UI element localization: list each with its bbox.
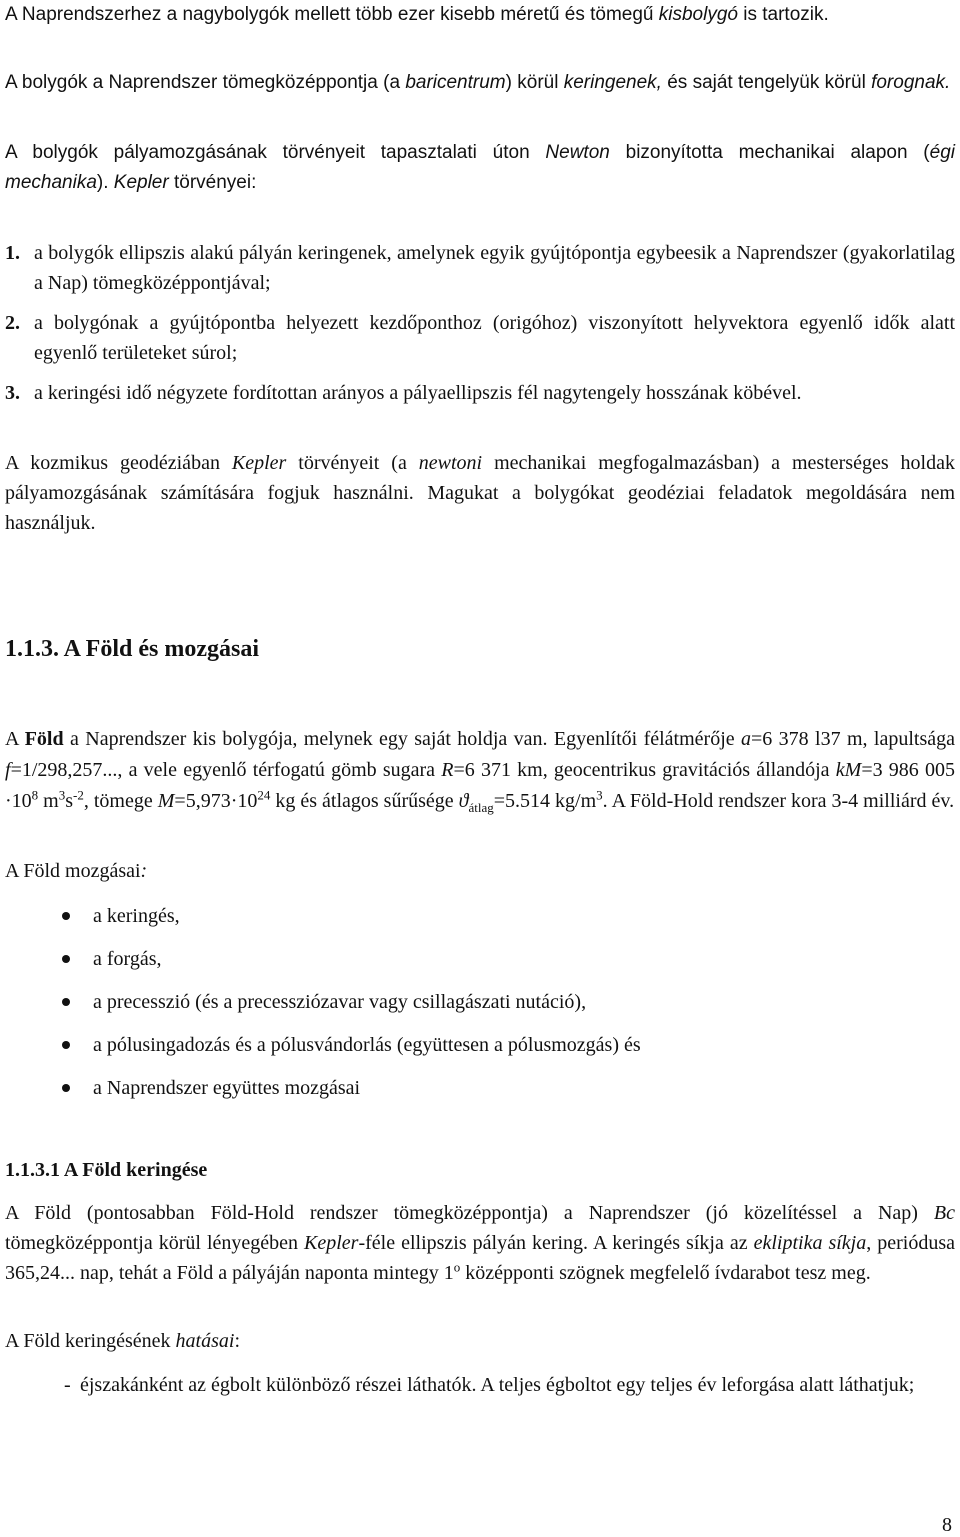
text: is tartozik. (737, 4, 829, 25)
text: A Föld keringésének (5, 1330, 176, 1352)
emph: newtoni (418, 452, 483, 474)
text: s (65, 790, 74, 812)
text: A Föld mozgásai (5, 860, 141, 882)
text: m (38, 790, 59, 812)
paragraph-cosmic-geodesy (5, 448, 955, 538)
text: =3 986 005 ·10 (5, 759, 955, 812)
emph: kisbolygó (658, 4, 738, 25)
emph: keringenek, (563, 72, 662, 93)
variable: k (835, 759, 845, 781)
exponent: 3 (58, 787, 66, 803)
list-item: a Naprendszer együttes mozgásai (93, 1077, 361, 1099)
text: A kozmikus geodéziában (5, 452, 232, 474)
list-item: a pólusingadozás és a pólusvándorlás (együttesen a pólusmozgás) és (93, 1034, 641, 1056)
text: , periódusa 365,24... nap, tehát a Föld a pályáján naponta mintegy 1 (5, 1232, 955, 1284)
bold-term: Föld (24, 728, 64, 750)
list-item: a forgás, (93, 948, 162, 970)
emph: Kepler (113, 172, 169, 193)
text: bizonyította mechanikai alapon ( (609, 142, 930, 163)
text: kg és átlagos sűrűsége (270, 790, 459, 812)
exponent: -2 (73, 787, 84, 803)
law-number-1: 1. (5, 242, 20, 264)
variable: M (844, 759, 862, 781)
text: -féle ellipszis pályán kering. A keringés síkja az (358, 1232, 754, 1254)
text: , tömege (83, 790, 158, 812)
bullet-icon (62, 998, 70, 1006)
emph: ekliptika síkja (753, 1232, 867, 1254)
text: ) körül (505, 72, 564, 93)
dash-marker: - (64, 1374, 71, 1396)
text: ). (96, 172, 114, 193)
paragraph-minor-planets (5, 0, 955, 30)
text: a Naprendszer kis bolygója, melynek egy saját holdja van. Egyenlítői félátmérője (63, 728, 742, 750)
exponent: 3 (596, 787, 603, 803)
exponent: 24 (257, 787, 271, 803)
law-text-1: a bolygók ellipszis alakú pályán keringenek, amelynek egyik gyújtópontja egybeesik a Naprendszer (gyakorlatilag a Nap) tömegközéppontjával; (34, 242, 955, 294)
paragraph-earth-parameters (5, 724, 955, 817)
emph: hatásai (175, 1330, 235, 1352)
variable: R (441, 759, 454, 781)
text: A Föld (pontosabban Föld-Hold rendszer tömegközéppontja) a Naprendszer (jó közelítéssel a Nap) (5, 1202, 934, 1224)
degree-mark: o (453, 1259, 461, 1275)
subscript: átlag (468, 800, 494, 815)
section-heading: 1.1.3. A Föld és mozgásai (5, 636, 260, 662)
text: törvényei: (168, 172, 257, 193)
emph: Kepler (231, 452, 287, 474)
text: =6 378 l37 m, lapultsága (751, 728, 955, 750)
emph: Kepler (304, 1232, 359, 1254)
law-number-3: 3. (5, 382, 20, 404)
effect-item-text: éjszakánként az égbolt különböző részei láthatók. A teljes égboltot egy teljes év leforgása alatt láthatjuk; (80, 1374, 915, 1396)
page-number: 8 (942, 1514, 952, 1536)
effects-intro (5, 1326, 955, 1356)
variable: f (5, 759, 11, 781)
text: =5,973·10 (174, 790, 258, 812)
text: törvényeit (a (286, 452, 419, 474)
emph: : (140, 860, 148, 882)
exponent: 8 (31, 787, 39, 803)
text: A Naprendszerhez a nagybolygók mellett több ezer kisebb méretű és tömegű (5, 4, 659, 25)
text: . A Föld-Hold rendszer kora 3-4 milliárd év. (602, 790, 955, 812)
text: középponti szögnek megfelelő ívdarabot tesz meg. (460, 1262, 871, 1284)
text: : (234, 1330, 240, 1352)
variable: M (157, 790, 175, 812)
emph: Newton (545, 142, 610, 163)
text: =5.514 kg/m (493, 790, 597, 812)
law-text-2: a bolygónak a gyújtópontba helyezett kezdőponthoz (origóhoz) viszonyított helyvektora egyenlő idők alatt egyenlő területeket súrol; (34, 312, 955, 364)
bullet-icon (62, 955, 70, 963)
text: mechanikai megfogalmazásban) a mesterséges holdak pályamozgásának számítására fogjuk használni. Magukat a bolygókat geodéziai feladatok megoldására nem használjuk. (5, 452, 955, 534)
subsection-heading: 1.1.3.1 A Föld keringése (5, 1159, 208, 1181)
emph: Bc (933, 1202, 955, 1224)
text: tömegközéppontja körül lényegében (5, 1232, 305, 1254)
bullet-icon (62, 912, 70, 920)
text: =1/298,257..., a vele egyenlő térfogatú gömb sugara (10, 759, 442, 781)
law-text-3: a keringési idő négyzete fordítottan arányos a pályaellipszis fél nagytengely hosszának köbével. (34, 382, 802, 404)
paragraph-earth-orbit (5, 1198, 955, 1288)
bullet-icon (62, 1084, 70, 1092)
emph: forognak. (871, 72, 951, 93)
text: A (5, 728, 25, 750)
text: és saját tengelyük körül (661, 72, 872, 93)
text: A bolygók pályamozgásának törvényeit tapasztalati úton (5, 142, 546, 163)
emph: baricentrum (405, 72, 506, 93)
list-item: a keringés, (93, 905, 180, 927)
paragraph-kepler-intro (5, 138, 955, 198)
bullet-icon (62, 1041, 70, 1049)
text: A bolygók a Naprendszer tömegközéppontja (a (5, 72, 406, 93)
variable: a (741, 728, 752, 750)
text: =6 371 km, geocentrikus gravitációs állandója (453, 759, 836, 781)
law-number-2: 2. (5, 312, 20, 334)
movements-intro (5, 856, 955, 886)
paragraph-barycenter (5, 68, 955, 98)
emph: égi mechanika (5, 142, 955, 193)
list-item: a precesszió (és a precessziózavar vagy csillagászati nutáció), (93, 991, 587, 1013)
variable: ϑ (458, 790, 469, 812)
